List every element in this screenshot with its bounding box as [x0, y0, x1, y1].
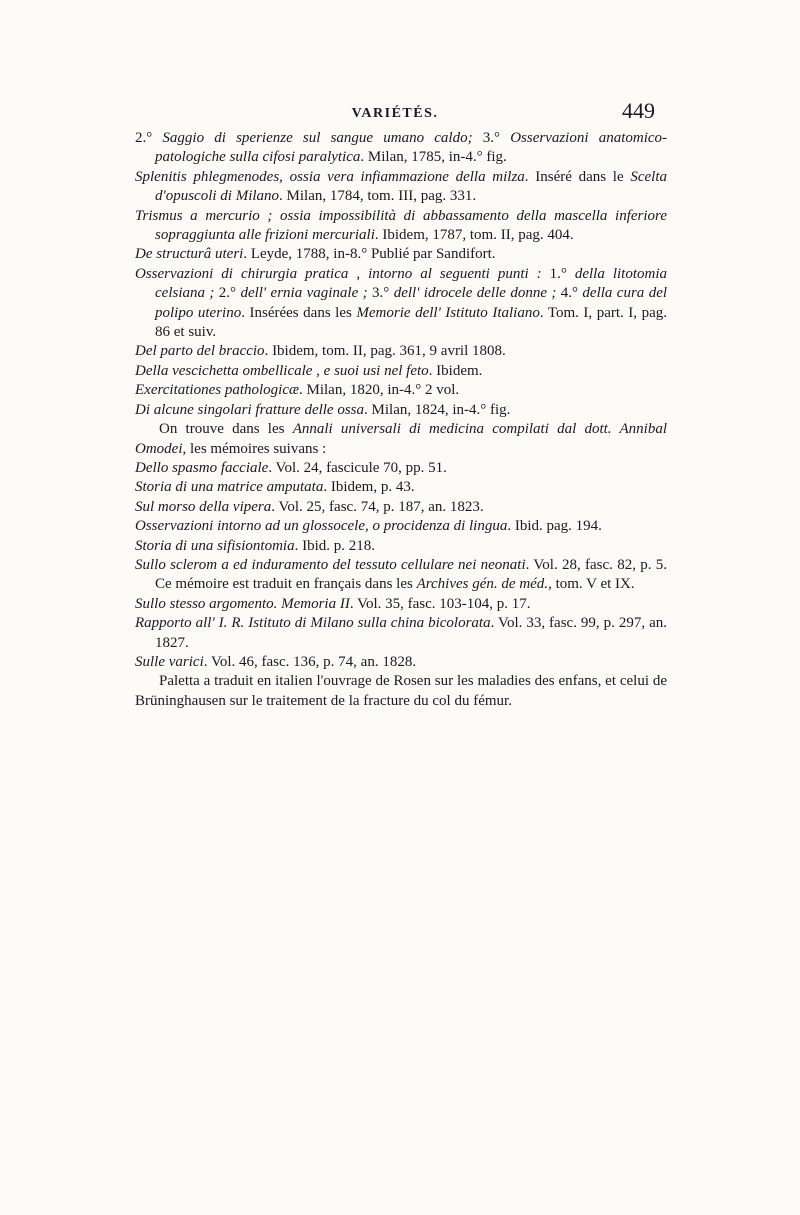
bibliography-entry [135, 478, 667, 497]
italic-text: Osservazioni anatomico-patologiche sulla cifosi paralytica [155, 130, 668, 166]
bibliography-entry [135, 537, 667, 556]
text-run: . Ibidem. [428, 362, 483, 379]
italic-text: Storia di una matrice amputata [135, 479, 324, 496]
italic-text: Scelta d'opuscoli di Milano [155, 168, 667, 205]
text-run: . Ibidem, 1787, tom. II, pag. 404. [374, 227, 574, 244]
italic-text: Trismus a mercurio ; ossia impossibilità di abbassamento della mascella inferiore sopraggiunta alle frizioni mercuriali [135, 207, 667, 244]
text-run: 2.° [135, 130, 163, 146]
italic-text: Sul morso della vipera [135, 498, 272, 515]
text-run: 3.° [482, 130, 511, 146]
text-run: . Vol. 28, fasc. 82, p. 5. Ce mémoire est traduit en français dans les [155, 556, 667, 593]
text-run: , les mémoires suivans : [182, 440, 327, 457]
text-run: . Inséré dans le [524, 168, 631, 185]
italic-text: De structurâ uteri [135, 246, 244, 263]
italic-text: della cura del polipo uterino [155, 285, 668, 321]
bibliography-entry [135, 595, 667, 614]
text-run: . Milan, 1820, in-4.° 2 vol. [299, 382, 460, 399]
text-run: . Leyde, 1788, in-8.° Publié par Sandifort. [243, 246, 496, 263]
text-run: . Ibidem, p. 43. [323, 479, 415, 496]
bibliography-entry [135, 401, 667, 420]
italic-text: Annali universali di medicina compilati dal dott. Annibal Omodei [135, 421, 667, 457]
italic-text: Archives gén. de méd. [416, 576, 549, 593]
text-run: 2.° [218, 285, 241, 302]
italic-text: dell' ernia vaginale ; [240, 285, 373, 302]
italic-text: Del parto del braccio [135, 343, 265, 360]
italic-text: Sullo stesso argomento. Memoria II [135, 595, 350, 612]
bibliography-entry [135, 614, 667, 653]
bibliography-entry [135, 459, 667, 478]
bibliography-list [135, 129, 667, 711]
italic-text: dell' idrocele delle donne ; [393, 285, 561, 302]
italic-text: Dello spasmo facciale [135, 459, 269, 476]
bibliography-entry [135, 381, 667, 400]
bibliography-entry [135, 168, 667, 207]
text-run: 4.° [560, 285, 583, 302]
text-run: 1.° [549, 265, 575, 282]
text-run: . Vol. 24, fascicule 70, pp. 51. [268, 459, 447, 476]
italic-text: Sullo sclerom a ed induramento del tessuto cellulare nei neonati [135, 556, 526, 573]
text-run: . Vol. 35, fasc. 103-104, p. 17. [349, 595, 531, 612]
paragraph [135, 420, 667, 459]
bibliography-entry [135, 556, 667, 595]
bibliography-entry [135, 265, 667, 343]
italic-text: Splenitis phlegmenodes, ossia vera infiammazione della milza [135, 168, 525, 185]
bibliography-entry [135, 498, 667, 517]
text-run: On trouve dans les [159, 421, 293, 438]
text-run: . Ibidem, tom. II, pag. 361, 9 avril 1808. [264, 343, 506, 360]
bibliography-entry [135, 653, 667, 672]
italic-text: Osservazioni di chirurgia pratica , intorno al seguenti punti : [135, 265, 550, 282]
bibliography-entry [135, 342, 667, 361]
bibliography-entry [135, 207, 667, 246]
text-run: . Milan, 1784, tom. III, pag. 331. [279, 188, 477, 205]
italic-text: della litotomia celsiana ; [155, 265, 667, 302]
text-run: . Vol. 25, fasc. 74, p. 187, an. 1823. [271, 498, 484, 515]
italic-text: Exercitationes pathologicæ [135, 382, 299, 399]
text-run: . Insérées dans les [241, 304, 357, 321]
text-run: . Vol. 46, fasc. 136, p. 74, an. 1828. [203, 653, 417, 670]
text-run: . Tom. I, part. I, pag. 86 et suiv. [155, 304, 667, 341]
text-run: , tom. V et IX. [548, 576, 635, 593]
text-run: . Ibid. p. 218. [294, 537, 376, 554]
italic-text: Storia di una sifisiontomia [135, 537, 295, 554]
text-run: . Ibid. pag. 194. [507, 518, 602, 535]
bibliography-entry [135, 245, 667, 264]
italic-text: Di alcune singolari fratture delle ossa [135, 401, 365, 418]
bibliography-entry [135, 129, 667, 168]
italic-text: Rapporto all' I. R. Istituto di Milano sulla china bicolorata [135, 615, 491, 632]
text-run: . Milan, 1785, in-4.° fig. [360, 149, 507, 166]
italic-text: Saggio di sperienze sul sangue umano caldo; [162, 130, 483, 146]
text-run: . Vol. 33, fasc. 99, p. 297, an. 1827. [155, 615, 667, 651]
italic-text: Della vescichetta ombellicale , e suoi usi nel feto [135, 362, 429, 379]
text-run: . Milan, 1824, in-4.° fig. [364, 401, 511, 418]
page-header [135, 98, 655, 128]
text-run: Paletta a traduit en italien l'ouvrage de Rosen sur les maladies des enfans, et celui de Brüninghausen sur le traitement de la fracture du col du fémur. [135, 673, 667, 709]
running-title: VARIÉTÉS. [351, 106, 439, 121]
italic-text: Memorie dell' Istituto Italiano [356, 304, 540, 321]
bibliography-entry [135, 517, 667, 536]
paragraph [135, 672, 667, 711]
bibliography-entry [135, 362, 667, 381]
page-number: 449 [622, 98, 655, 123]
italic-text: Osservazioni intorno ad un glossocele, o procidenza di lingua [135, 518, 508, 535]
italic-text: Sulle varici [135, 653, 204, 670]
text-run: 3.° [372, 285, 394, 302]
